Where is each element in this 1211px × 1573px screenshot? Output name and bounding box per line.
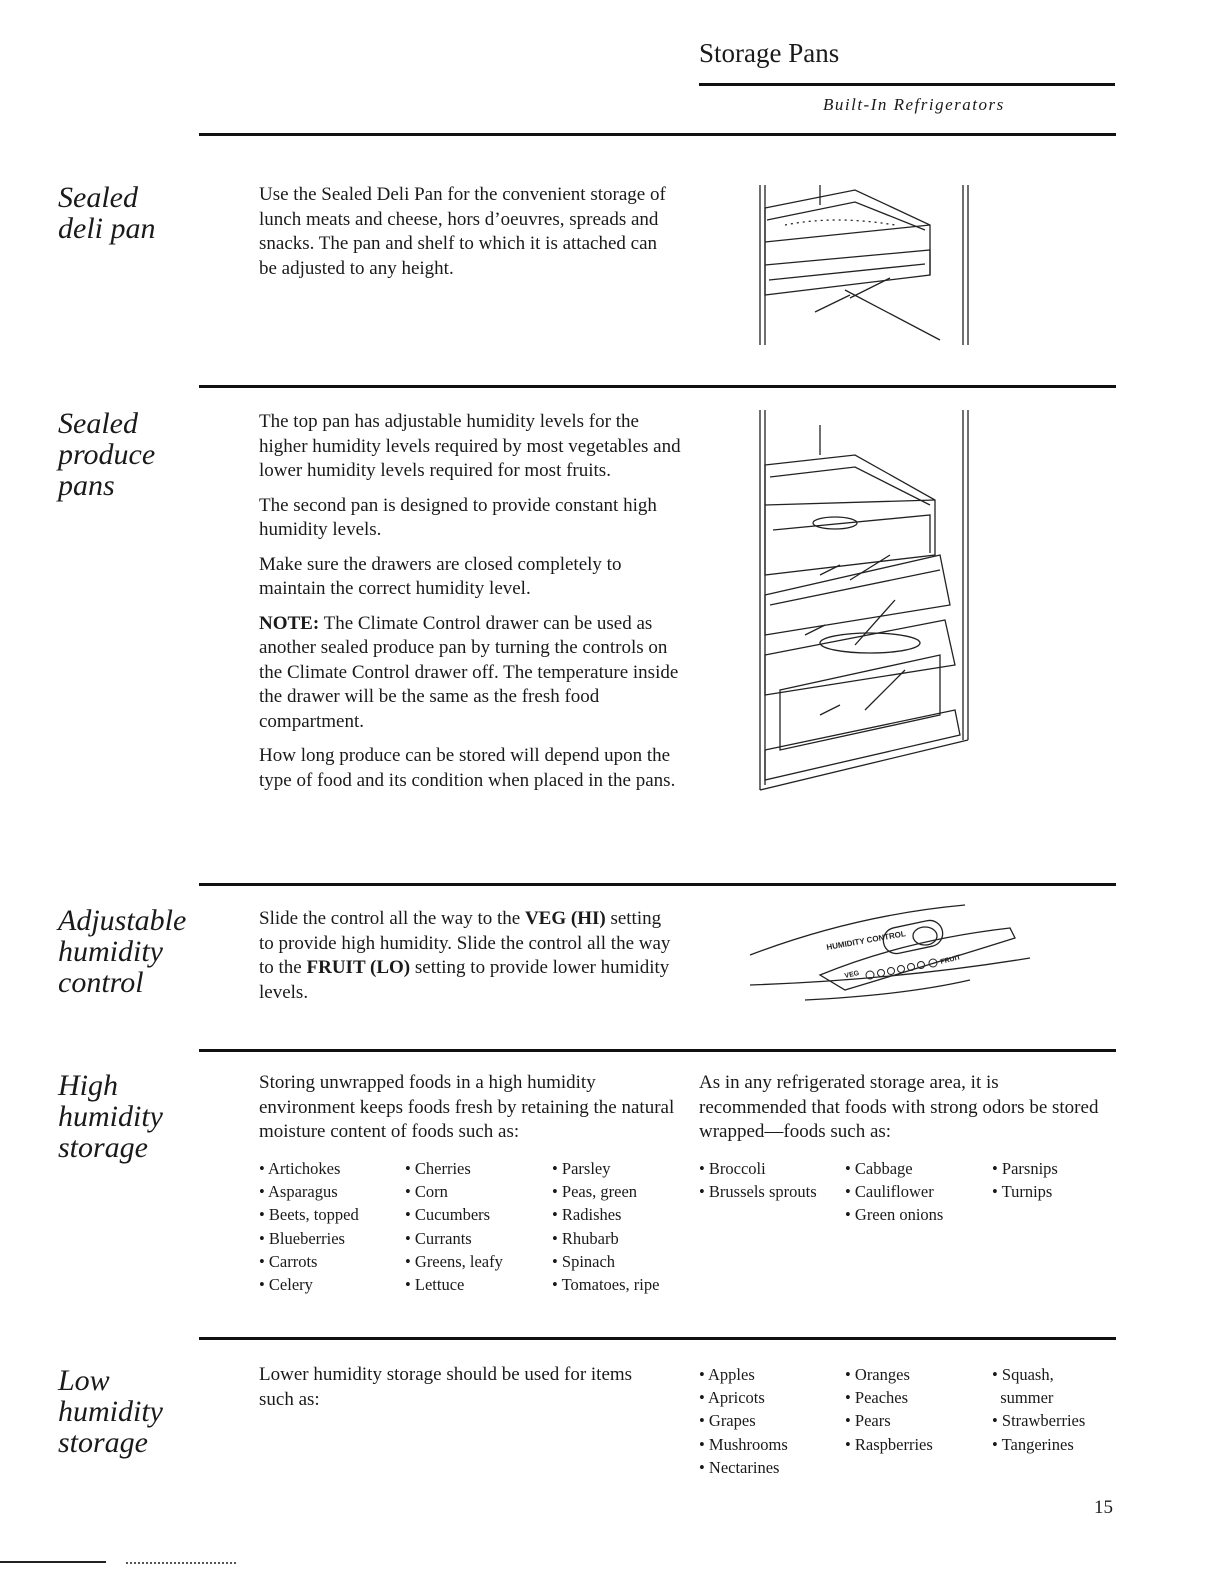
list-item: • Cucumbers: [405, 1205, 491, 1225]
high-odor-description: As in any refrigerated storage area, it is recommended that foods with strong odors be stored wrapped—foods such as:: [699, 1072, 1099, 1142]
page-subtitle: Built-In Refrigerators: [823, 95, 1005, 114]
list-item: • Squash,: [992, 1365, 1054, 1384]
list-item: • Tangerines: [992, 1434, 1074, 1454]
list-item: • Cauliflower: [845, 1182, 934, 1202]
list-item: • Broccoli: [699, 1159, 766, 1178]
produce-pans-illustration: [745, 405, 985, 795]
list-item: • Asparagus: [259, 1182, 338, 1202]
page-title: Storage Pans: [699, 38, 840, 68]
produce-section-label: Sealed produce pans: [58, 407, 156, 502]
list-item: • Greens, leafy: [405, 1251, 503, 1271]
list-item: • Peas, green: [552, 1182, 638, 1202]
humidity-control-text: HUMIDITY CONTROL: [825, 929, 907, 952]
humidity-control-illustration: [745, 900, 1035, 1010]
veg-mark: VEG: [843, 970, 860, 980]
list-item: • Beets, topped: [259, 1205, 359, 1225]
list-item: • Brussels sprouts: [699, 1182, 817, 1202]
list-item: • Radishes: [552, 1205, 622, 1225]
low-section-label: Low humidity storage: [58, 1364, 163, 1459]
list-item: • Parsnips: [992, 1159, 1058, 1178]
list-item: • Blueberries: [259, 1228, 345, 1248]
list-item: • Nectarines: [699, 1457, 780, 1477]
low-list-col2: [845, 1363, 933, 1456]
odor-list-col3: [992, 1157, 1058, 1203]
deli-description: Use the Sealed Deli Pan for the convenient storage of lunch meats and cheese, hors d’oeuvres, spreads and snacks. The pan and shelf to which it is attached can be adjusted to any height.: [259, 184, 666, 279]
deli-pan-illustration: [745, 180, 985, 350]
section-rule-5: [199, 1337, 1116, 1340]
odor-list-col2: [845, 1157, 943, 1227]
odor-list-col1: [699, 1157, 817, 1203]
section-rule-1: [199, 133, 1116, 136]
list-item: • Carrots: [259, 1251, 318, 1271]
high-list-col1: [259, 1157, 359, 1296]
list-item: • Pears: [845, 1411, 891, 1431]
list-item: • Mushrooms: [699, 1434, 788, 1454]
humidity-dots: [866, 959, 937, 979]
list-item: • Lettuce: [405, 1275, 465, 1295]
list-item: summer: [992, 1388, 1054, 1408]
high-list-col3: [552, 1157, 659, 1296]
high-description: Storing unwrapped foods in a high humidity environment keeps foods fresh by retaining the natural moisture content of foods such as:: [259, 1072, 675, 1142]
low-list-col3: [992, 1363, 1085, 1456]
list-item: • Oranges: [845, 1365, 910, 1384]
page-number: 15: [1094, 1497, 1113, 1518]
section-rule-3: [199, 883, 1116, 886]
high-list-col2: [405, 1157, 503, 1296]
list-item: • Turnips: [992, 1182, 1053, 1202]
list-item: • Corn: [405, 1182, 448, 1202]
list-item: • Celery: [259, 1275, 313, 1295]
footer-mark: [126, 1562, 236, 1565]
produce-description: The top pan has adjustable humidity levels for the higher humidity levels required by most vegetables and lower humidity levels required for most fruits. The second pan is designed to provide constant high humidity levels. Make sure the drawers are closed completely to maintain the correct humidity level. NOTE: The Climate Control drawer can be used as another sealed produce pan by turning the controls on the Climate Control drawer off. The temperature inside the drawer will be the same as the fresh food compartment. How long produce can be stored will depend upon the type of food and its condition when placed in the pans.: [259, 410, 691, 803]
list-item: • Artichokes: [259, 1159, 341, 1178]
produce-note: NOTE: The Climate Control drawer can be used as another sealed produce pan by turning the controls on the Climate Control drawer off. The temperature inside the drawer will be the same as the fresh food compartment.: [259, 612, 679, 732]
adjustable-description: Slide the control all the way to the VEG (HI) setting to provide high humidity. Slide the control all the way to the FRUIT (LO) setting to provide lower humidity levels.: [259, 908, 671, 1003]
section-rule-2: [199, 385, 1116, 388]
list-item: • Strawberries: [992, 1411, 1086, 1431]
list-item: • Spinach: [552, 1251, 616, 1271]
low-list-col1: [699, 1363, 788, 1479]
list-item: • Cherries: [405, 1159, 471, 1178]
list-item: • Apricots: [699, 1388, 765, 1408]
high-section-label: High humidity storage: [58, 1069, 163, 1164]
list-item: • Apples: [699, 1365, 755, 1384]
list-item: • Green onions: [845, 1205, 944, 1225]
header-rule: [699, 83, 1115, 86]
deli-section-label: Sealed deli pan: [58, 181, 156, 245]
low-description: Lower humidity storage should be used for items such as:: [259, 1364, 633, 1410]
adjustable-section-label: Adjustable humidity control: [58, 904, 187, 999]
list-item: • Peaches: [845, 1388, 909, 1408]
list-item: • Grapes: [699, 1411, 756, 1431]
list-item: • Parsley: [552, 1159, 611, 1178]
list-item: • Raspberries: [845, 1434, 933, 1454]
fruit-mark: FRUIT: [939, 954, 962, 966]
list-item: • Currants: [405, 1228, 472, 1248]
section-rule-4: [199, 1049, 1116, 1052]
list-item: • Tomatoes, ripe: [552, 1275, 660, 1295]
list-item: • Cabbage: [845, 1159, 913, 1178]
footer-rule: [0, 1561, 106, 1563]
list-item: • Rhubarb: [552, 1228, 619, 1248]
